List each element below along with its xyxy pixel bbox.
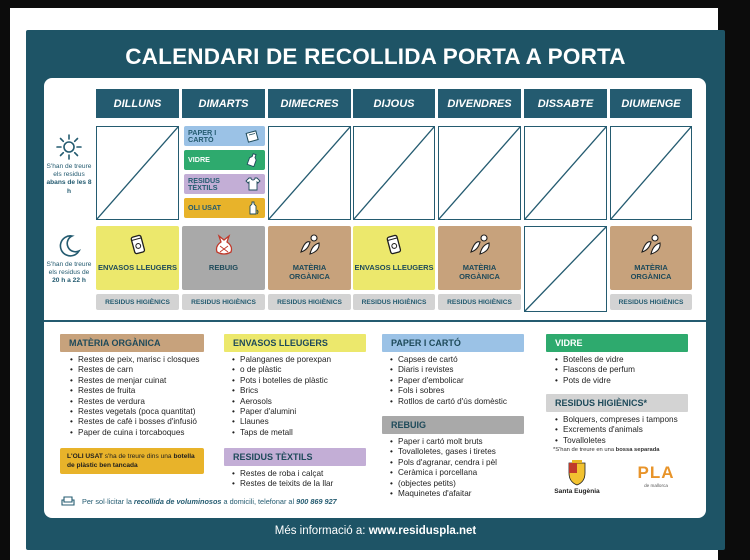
list-item: • Flascons de perfum	[555, 365, 635, 375]
list-item: • Restes de verdura	[70, 397, 200, 407]
evening-bin-divendres-label: MATÈRIA ORGÀNICA	[459, 263, 500, 281]
hygiene-badge-dijous: RESIDUS HIGIÈNICS	[353, 294, 435, 310]
evening-bin-dimecres	[268, 226, 351, 290]
evening-cell-dissabte	[524, 226, 607, 312]
list-item: • Fols i sobres	[390, 386, 507, 396]
section-paper-list	[390, 355, 507, 407]
footer-url-link[interactable]: www.residuspla.net	[368, 525, 477, 537]
morning-cell-dimecres	[268, 126, 351, 220]
section-vidre-list	[555, 355, 635, 386]
list-item: • Paper d'alumini	[232, 407, 331, 417]
section-vidre-title: VIDRE	[546, 334, 688, 352]
list-item: • Tovalloletes, gases i tiretes	[390, 447, 497, 457]
hygiene-badge-dimecres: RESIDUS HIGIÈNICS	[268, 294, 351, 310]
day-header-divendres: DIVENDRES	[438, 89, 521, 118]
trash-bag-icon	[211, 232, 237, 258]
evening-bin-dilluns-label: ENVASOS LLEUGERS	[97, 263, 178, 272]
section-rebuig-list	[390, 437, 497, 499]
morning-cell-dilluns	[96, 126, 179, 220]
morning-cell-divendres	[438, 126, 521, 220]
list-item: • Bolquers, compreses i tampons	[555, 415, 678, 425]
evening-note-line1: S'han de treure els residus de	[46, 261, 92, 277]
list-item: • Maquinetes d'afaitar	[390, 489, 497, 499]
morning-cell-diumenge	[610, 126, 692, 220]
oli-note: L'OLI USAT s'ha de treure dins una botella de plàstic ben tancada	[60, 448, 204, 474]
list-item: • Restes de carn	[70, 365, 200, 375]
list-item: • Capses de cartó	[390, 355, 507, 365]
evening-bin-dijous-label: ENVASOS LLEUGERS	[354, 263, 434, 272]
evening-bin-diumenge-label: MATÈRIA ORGÀNICA	[630, 263, 672, 281]
list-item: • Pots i botelles de plàstic	[232, 376, 331, 386]
list-item: • Pots de vidre	[555, 376, 635, 386]
hygiene-badge-diumenge: RESIDUS HIGIÈNICS	[610, 294, 692, 310]
santa-eugenia-label: Santa Eugènia	[554, 488, 600, 495]
section-divider	[44, 320, 706, 322]
evening-bin-dijous	[353, 226, 435, 290]
sofa-icon	[60, 495, 76, 507]
list-item: • Restes de menjar cuinat	[70, 376, 200, 386]
list-item: • Llaunes	[232, 417, 331, 427]
tag-residus-textils	[184, 174, 265, 194]
tag-paper-carto	[184, 126, 265, 146]
organic-icon	[638, 232, 664, 258]
section-higienics-title: RESIDUS HIGIÈNICS*	[546, 394, 688, 412]
day-header-dijous: DIJOUS	[353, 89, 435, 118]
can-icon	[381, 232, 407, 258]
tag-residus-textils-label: RESIDUS TÈXTILS	[188, 175, 220, 192]
page-title: CALENDARI DE RECOLLIDA PORTA A PORTA	[125, 44, 626, 69]
list-item: • o de plàstic	[232, 365, 331, 375]
pla-logo	[628, 463, 684, 489]
hygiene-badge-dimarts: RESIDUS HIGIÈNICS	[182, 294, 265, 310]
list-item: • Restes de peix, marisc i closques	[70, 355, 200, 365]
section-paper-title: PAPER I CARTÓ	[382, 334, 524, 352]
list-item: • Restes de teixits de la llar	[232, 479, 333, 489]
hygiene-badge-dilluns: RESIDUS HIGIÈNICS	[96, 294, 179, 310]
section-envasos-title: ENVASOS LLEUGERS	[224, 334, 366, 352]
list-item: • Taps de metall	[232, 428, 331, 438]
list-item: • Restes de cafè i bosses d'infusió	[70, 417, 200, 427]
morning-note	[46, 133, 92, 196]
tag-paper-carto-label: PAPER I CARTÓ	[188, 127, 217, 144]
pla-logo-word: PLA	[637, 463, 675, 482]
morning-cell-dijous	[353, 126, 435, 220]
list-item: • Aerosols	[232, 397, 331, 407]
sun-icon	[55, 133, 83, 161]
list-item: • Diaris i revistes	[390, 365, 507, 375]
list-item: • Restes de fruita	[70, 386, 200, 396]
day-header-dissabte: DISSABTE	[524, 89, 607, 118]
list-item: • Restes de roba i calçat	[232, 469, 333, 479]
list-item: • Tovalloletes	[555, 436, 678, 446]
list-item: • Paper de cuina i torcaboques	[70, 428, 200, 438]
evening-bin-diumenge	[610, 226, 692, 290]
santa-eugenia-crest-icon	[566, 460, 588, 486]
list-item: • Brics	[232, 386, 331, 396]
evening-bin-dimarts-label: REBUIG	[208, 263, 239, 272]
section-organica-list	[70, 355, 200, 438]
morning-cell-dissabte	[524, 126, 607, 220]
tag-vidre-label: VIDRE	[188, 155, 210, 165]
bottle-icon	[245, 153, 261, 167]
organic-icon	[467, 232, 493, 258]
evening-note-line2: 20 h a 22 h	[52, 277, 86, 285]
list-item: • Restes vegetals (poca quantitat)	[70, 407, 200, 417]
organic-icon	[297, 232, 323, 258]
oil-bottle-icon	[245, 201, 261, 215]
list-item: • Paper i cartó molt bruts	[390, 437, 497, 447]
higienics-note: *S'han de treure en una bossa separada	[553, 447, 660, 453]
morning-note-line2: abans de les 8 h	[46, 179, 92, 195]
list-item: • Palanganes de porexpan	[232, 355, 331, 365]
tag-oli-usat-label: OLI USAT	[188, 203, 222, 213]
moon-icon	[56, 233, 82, 259]
evening-note	[46, 233, 92, 286]
evening-bin-dimecres-label: MATÈRIA ORGÀNICA	[289, 263, 330, 281]
day-header-dilluns: DILLUNS	[96, 89, 179, 118]
section-envasos-list	[232, 355, 331, 438]
section-textils-title: RESIDUS TÈXTILS	[224, 448, 366, 466]
list-item: • (objectes petits)	[390, 479, 497, 489]
morning-note-line1: S'han de treure els residus	[46, 163, 92, 179]
list-item: • Ceràmica i porcellana	[390, 468, 497, 478]
pla-logo-sub: de mallorca	[644, 483, 668, 488]
list-item: • Pols d'agranar, cendra i pèl	[390, 458, 497, 468]
list-item: • Excrements d'animals	[555, 425, 678, 435]
section-textils-list	[232, 469, 333, 490]
list-item: • Paper d'embolicar	[390, 376, 507, 386]
evening-bin-dimarts	[182, 226, 265, 290]
day-header-dimarts: DIMARTS	[182, 89, 265, 118]
footer-info: Més informació a: www.residuspla.net	[274, 525, 477, 537]
section-organica-title: MATÈRIA ORGÀNICA	[60, 334, 204, 352]
list-item: • Rotllos de cartó d'ús domèstic	[390, 397, 507, 407]
section-higienics-list	[555, 415, 678, 446]
list-item: • Botelles de vidre	[555, 355, 635, 365]
tag-vidre	[184, 150, 265, 170]
tshirt-icon	[245, 177, 261, 191]
can-icon	[125, 232, 151, 258]
section-rebuig-title: REBUIG	[382, 416, 524, 434]
day-header-dimecres: DIMECRES	[268, 89, 351, 118]
day-header-diumenge: DIUMENGE	[610, 89, 692, 118]
evening-bin-divendres	[438, 226, 521, 290]
paper-box-icon	[245, 129, 261, 143]
evening-bin-dilluns	[96, 226, 179, 290]
voluminosos-note: Per sol·licitar la recollida de voluminosos a domicili, telefonar al 900 869 927	[60, 495, 337, 507]
hygiene-badge-divendres: RESIDUS HIGIÈNICS	[438, 294, 521, 310]
tag-oli-usat	[184, 198, 265, 218]
